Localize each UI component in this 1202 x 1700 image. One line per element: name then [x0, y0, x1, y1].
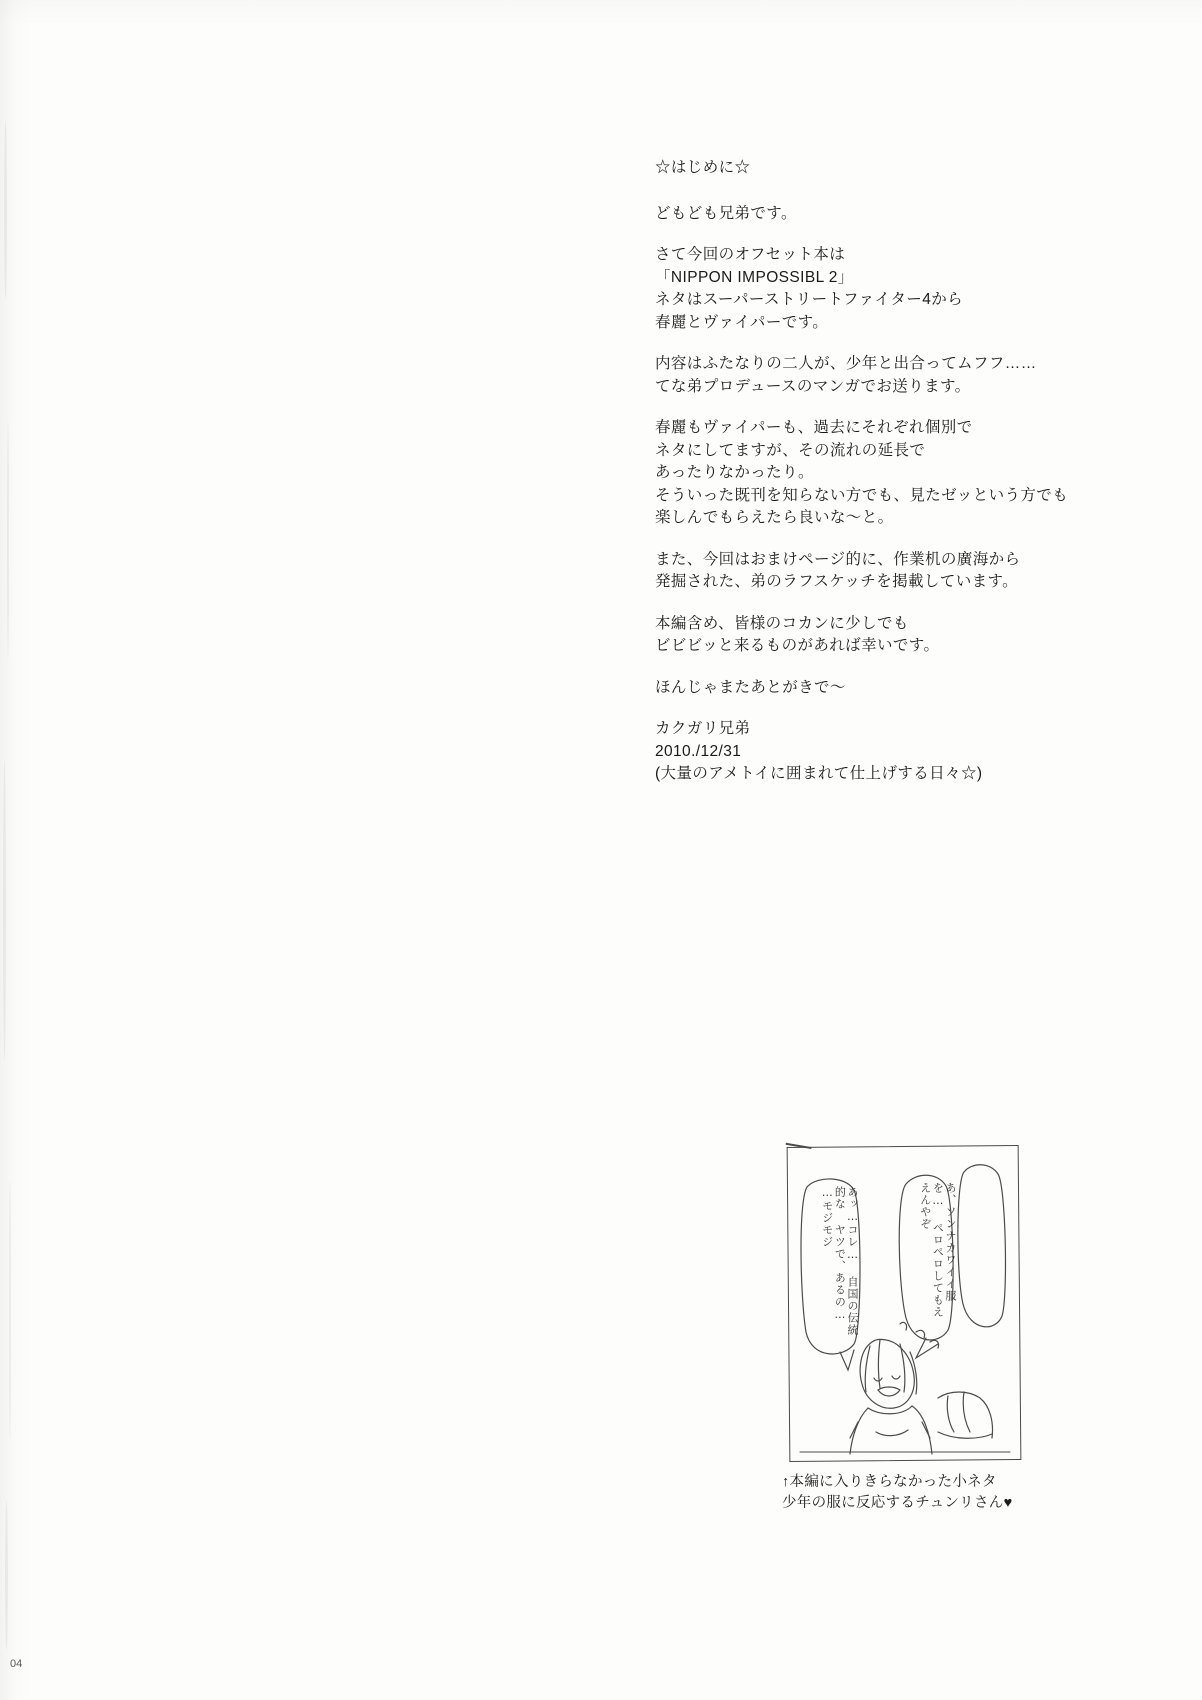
text-line: ほんじゃまたあとがきで～ [655, 678, 846, 696]
text-line: 楽しんでもらえたら良いな～と。 [655, 509, 894, 526]
sketch-caption [782, 1472, 1082, 1514]
text-line: てな弟プロデュースのマンガでお送ります。 [655, 377, 971, 395]
rough-sketch-panel [788, 1146, 1020, 1461]
text-line: 「NIPPON IMPOSSIBL 2」 [655, 268, 854, 286]
scan-streak [3, 760, 6, 1060]
afterword-heading [655, 160, 1135, 176]
caption-line-1: ↑本編に入りきらなかった小ネタ [782, 1474, 997, 1490]
paragraph-2 [655, 247, 1135, 330]
text-line: ネタにしてますが、その流れの延長で [655, 441, 926, 459]
heading-line: ☆はじめに☆ [655, 159, 751, 176]
paragraph-7 [655, 680, 1135, 696]
signature-line: カクガリ兄弟 [655, 720, 751, 737]
text-line: また、今回はおまけページ的に、作業机の廣海から [655, 550, 1021, 568]
sketch-speech-left: あッ…コレ… 自国の伝統的な ヤツで、あるの… …モジモジ [820, 1186, 859, 1336]
text-line: ネタはスーパーストリートファイター4から [655, 291, 964, 308]
text-line: 春麗もヴァイパーも、過去にそれぞれ個別で [655, 419, 973, 436]
paragraph-6 [655, 616, 1135, 654]
text-line: どもども兄弟です。 [655, 204, 797, 222]
text-line: あったりなかったり。 [655, 464, 814, 481]
page-number: 04 [10, 1658, 23, 1670]
scan-streak [7, 420, 9, 660]
text-line: 発掘された、弟のラフスケッチを掲載しています。 [655, 573, 1019, 590]
scan-streak [9, 1180, 11, 1440]
text-line: 内容はふたなりの二人が、少年と出合ってムフフ…… [655, 355, 1037, 372]
scan-streak [4, 120, 7, 300]
text-line: 春麗とヴァイパーです。 [655, 313, 829, 331]
scan-streak [5, 1500, 8, 1650]
text-line: そういった既刊を知らない方でも、見たゼッという方でも [655, 486, 1069, 504]
date-line: 2010./12/31 [655, 742, 742, 760]
sketch-speech-right: あ、ソンナカワイイ服を… ペロペロしてもええんやぞ [918, 1182, 957, 1318]
paragraph-5 [655, 552, 1135, 590]
text-line: 本編含め、皆様のコカンに少しでも [655, 614, 909, 632]
afterword-text-block [655, 160, 1135, 789]
caption-line-2: 少年の服に反応するチュンリさん♥ [782, 1495, 1013, 1512]
paragraph-3 [655, 356, 1135, 394]
text-line: ビビビッと来るものがあれば幸いです。 [655, 637, 940, 654]
paragraph-1 [655, 206, 1135, 222]
signature-block [655, 721, 1135, 782]
note-line: (大量のアメトイに囲まれて仕上げする日々☆) [655, 765, 983, 782]
paragraph-4 [655, 420, 1135, 526]
text-line: さて今回のオフセット本は [655, 246, 846, 263]
